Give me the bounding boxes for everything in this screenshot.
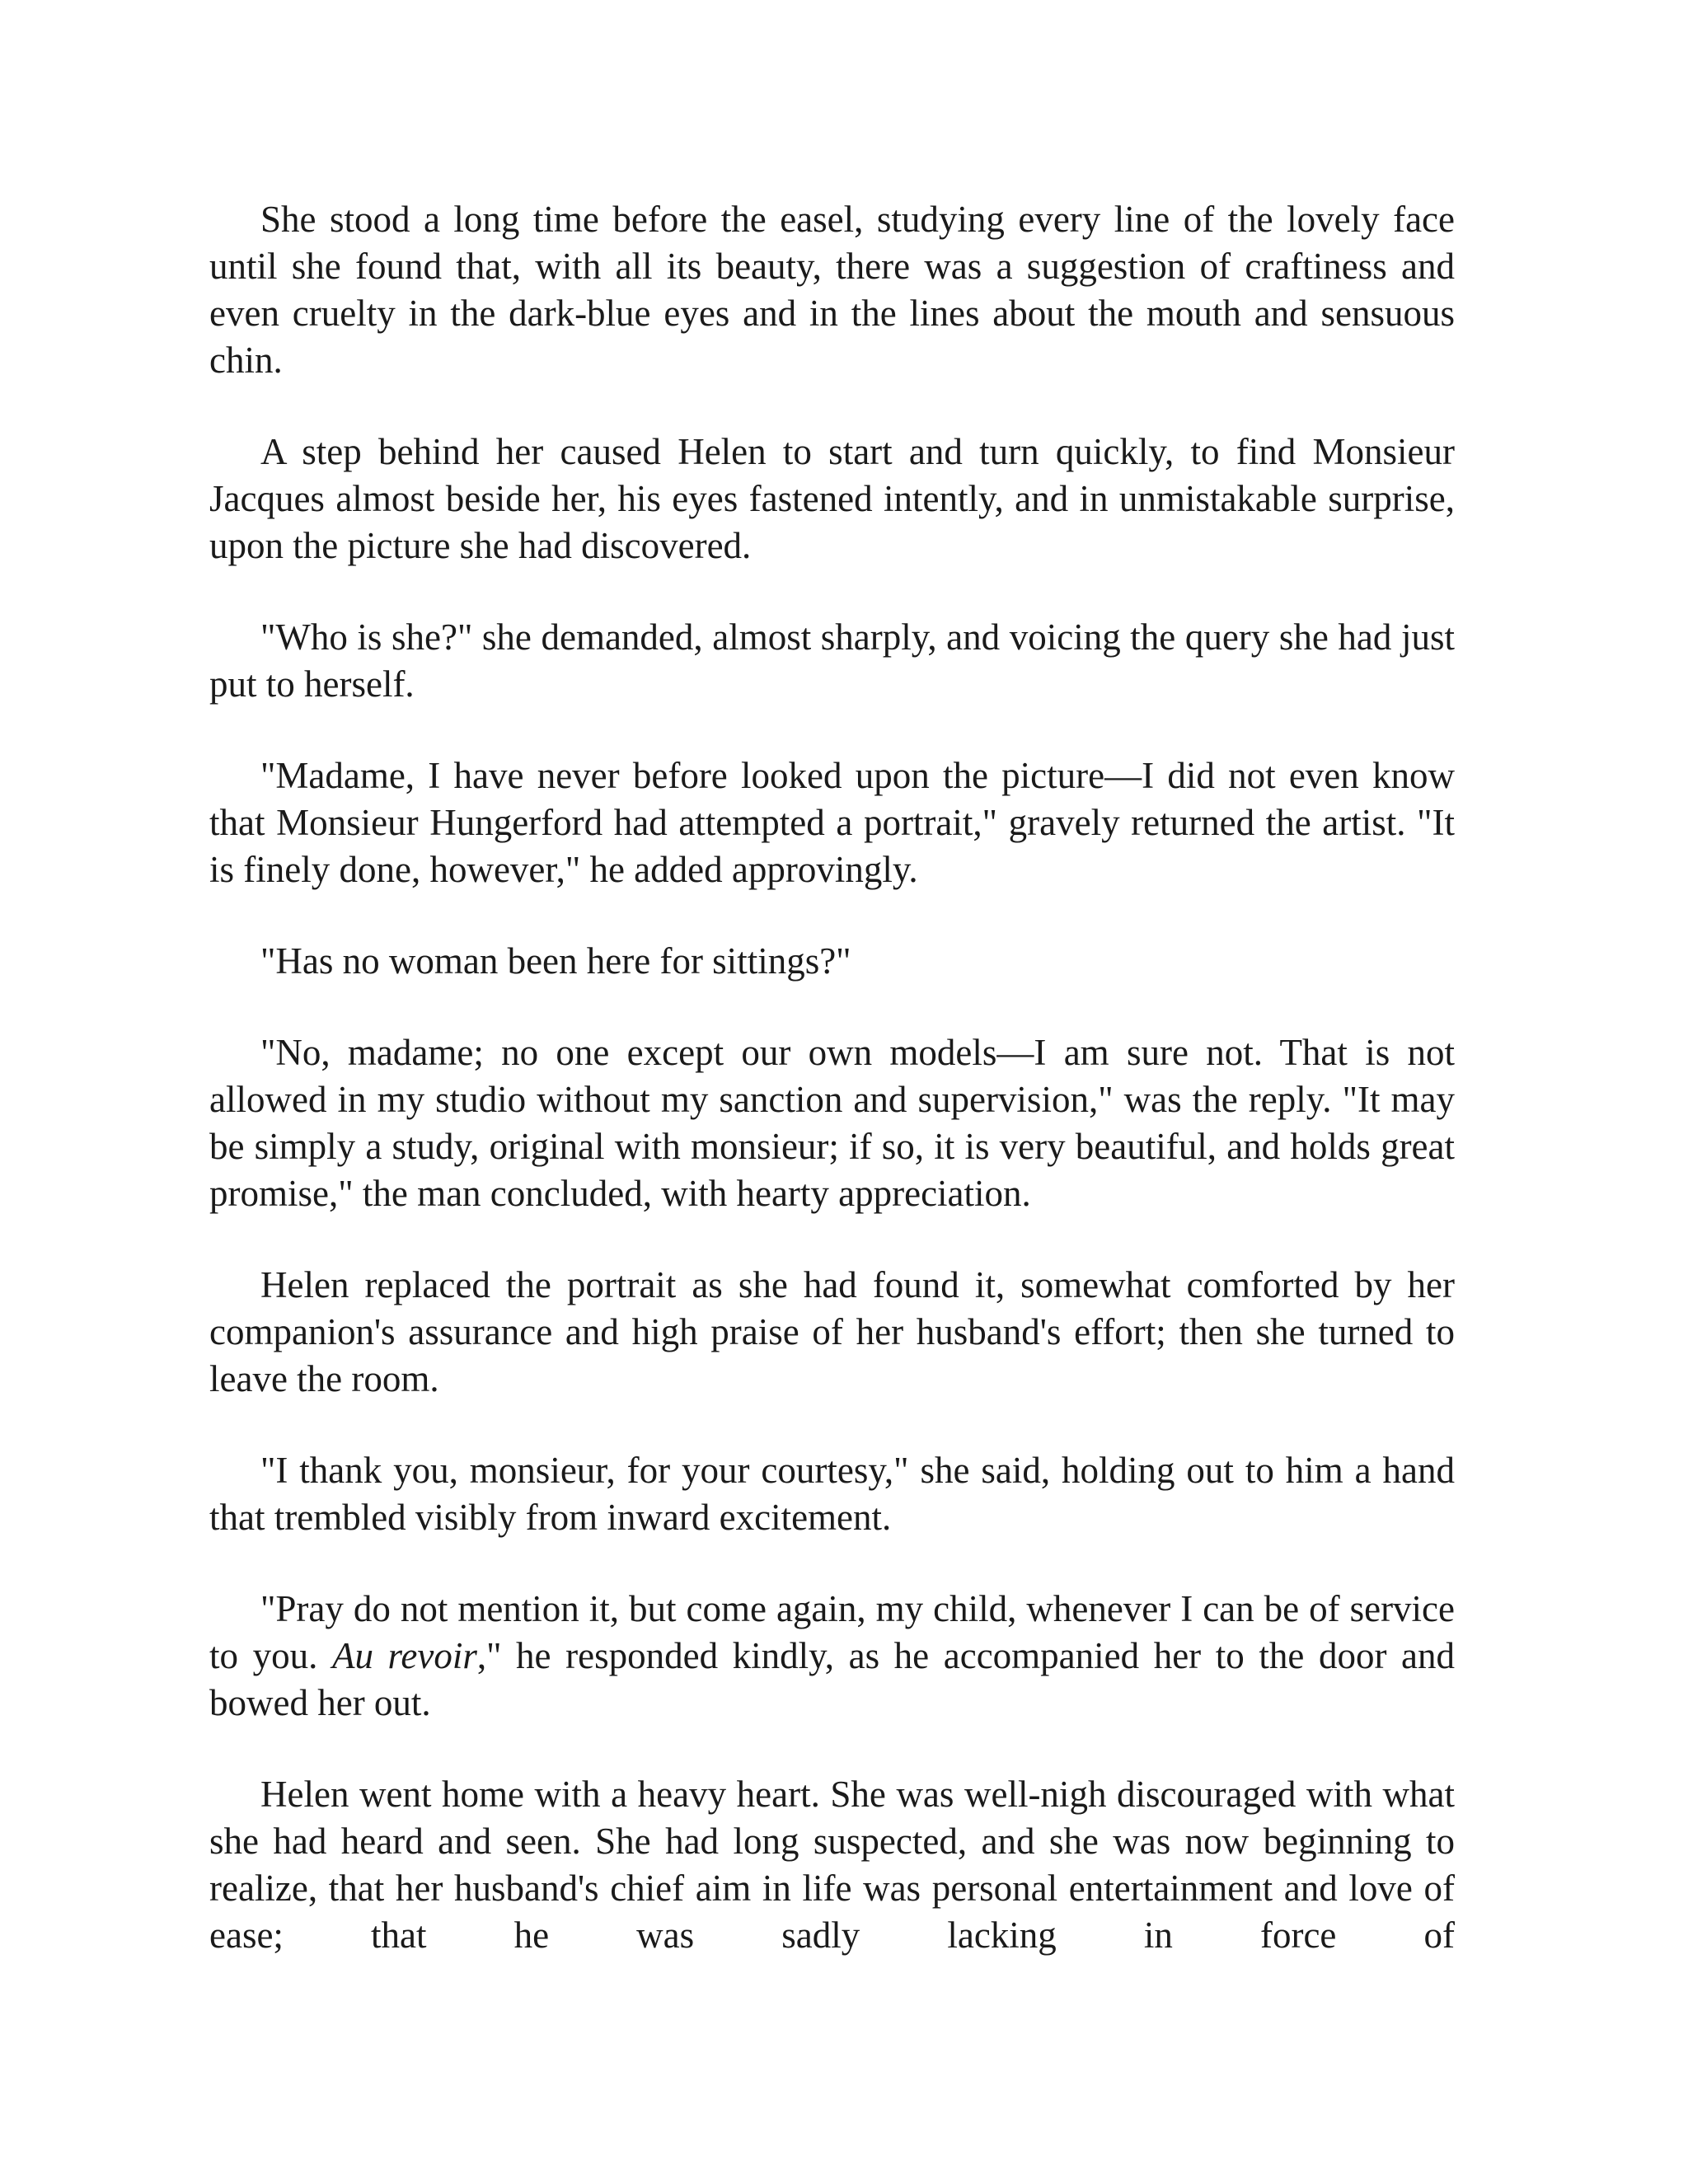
paragraph-6: "No, madame; no one except our own models—I am sure not. That is not allowed in my studio without my sanction and supervision," was the reply. "It may be simply a study, original with monsieur; if so, it is very beautiful, and holds great promise," the man concluded, with hearty appreciation. bbox=[209, 1032, 1455, 1214]
paragraph-10: Helen went home with a heavy heart. She was well-nigh discouraged with what she had heard and seen. She had long suspected, and she was now beginning to realize, that her husband's chief aim in life was personal entertainment and love of ease; that he was sadly lacking in force of bbox=[209, 1774, 1455, 1956]
paragraph-2: A step behind her caused Helen to start and turn quickly, to find Monsieur Jacques almost beside her, his eyes fastened intently, and in unmistakable surprise, upon the picture she had discovered. bbox=[209, 431, 1455, 566]
paragraph-7: Helen replaced the portrait as she had found it, somewhat comforted by her companion's assurance and high praise of her husband's effort; then she turned to leave the room. bbox=[209, 1264, 1455, 1399]
paragraph-9 bbox=[209, 1586, 1455, 1727]
paragraph-5: "Has no woman been here for sittings?" bbox=[260, 940, 851, 982]
paragraph-4: "Madame, I have never before looked upon the picture—I did not even know that Monsieur Hungerford had attempted a portrait," gravely returned the artist. "It is finely done, however," he added approvingly. bbox=[209, 755, 1455, 890]
paragraph-8: "I thank you, monsieur, for your courtesy," she said, holding out to him a hand that trembled visibly from inward excitement. bbox=[209, 1450, 1455, 1538]
paragraph-9-italic: Au revoir bbox=[331, 1635, 477, 1676]
paragraph-3: "Who is she?" she demanded, almost sharply, and voicing the query she had just put to herself. bbox=[209, 616, 1455, 705]
paragraph-9-after: ," he responded kindly, as he accompanied her to the door and bowed her out. bbox=[209, 1635, 1455, 1723]
paragraph-1: She stood a long time before the easel, studying every line of the lovely face until she found that, with all its beauty, there was a suggestion of craftiness and even cruelty in the dark-blue eyes and in the lines about the mouth and sensuous chin. bbox=[209, 199, 1455, 381]
paragraph-9-before: "Pray do not mention it, but come again, my child, whenever I can be of service to you. bbox=[209, 1588, 1455, 1676]
body-text bbox=[209, 196, 1455, 1959]
